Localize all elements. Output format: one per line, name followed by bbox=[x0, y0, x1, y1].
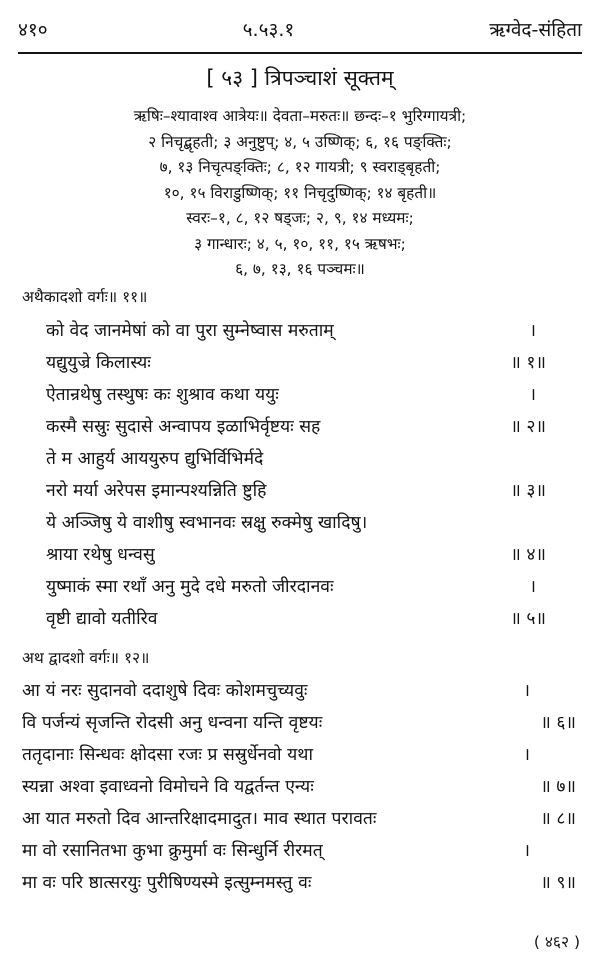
meta-line: ऋषिः–श्यावाश्व आत्रेयः॥ देवता–मरुतः॥ छन्दः–१ भुरिग्गायत्री; bbox=[133, 107, 467, 125]
header-rule bbox=[18, 52, 582, 54]
verse-line bbox=[22, 804, 376, 834]
verse-end-mark: ॥ ४॥ bbox=[510, 545, 546, 565]
meta-line: ६, ७, १३, १६ पञ्चमः॥ bbox=[235, 260, 365, 278]
verse-text: ये अञ्जिषु ये वाशीषु स्वभानवः स्रक्षु रुक्मेषु खादिषु। bbox=[46, 513, 368, 533]
varga-11-heading: अथैकादशो वर्गः॥ ११॥ bbox=[22, 288, 148, 306]
verse-line bbox=[22, 708, 322, 738]
verse-end-mark: ॥ ३॥ bbox=[510, 481, 546, 501]
verse-end-mark: । bbox=[523, 841, 530, 861]
verse-line bbox=[46, 412, 320, 442]
verse-text: ऐतान्रथेषु तस्थुषः कः शुश्राव कथा ययुः bbox=[46, 385, 279, 405]
varga-12-heading: अथ द्वादशो वर्गः॥ १२॥ bbox=[22, 649, 150, 667]
verse-text: आ यात मरुतो दिव आन्तरिक्षादमादुत। माव स्थात परावतः bbox=[22, 809, 377, 829]
verse-line bbox=[46, 316, 334, 346]
verse-text: आ यं नरः सुदानवो ददाशुषे दिवः कोशमचुच्यवुः bbox=[22, 681, 308, 701]
verse-text: ततृदानाः सिन्धवः क्षोदसा रजः प्र सस्रुर्धेनवो यथा bbox=[22, 745, 313, 765]
verse-text: नरो मर्या अरेपस इमान्पश्यन्निति ष्टुहि bbox=[46, 481, 267, 501]
verse-line bbox=[46, 572, 334, 602]
verse-line bbox=[22, 836, 323, 866]
verse-end-mark: ॥ ८॥ bbox=[540, 809, 576, 829]
sukta-title: [ ५३ ] त्रिपञ्चाशं सूक्तम् bbox=[206, 66, 394, 90]
verse-line bbox=[22, 772, 314, 802]
verse-end-mark: ॥ ७॥ bbox=[540, 777, 576, 797]
verse-text: मा वः परि ष्ठात्सरयुः पुरीषिण्यस्मे इत्सुम्नमस्तु वः bbox=[22, 873, 312, 893]
verse-end-mark: ॥ २॥ bbox=[510, 417, 546, 437]
sukta-metadata bbox=[20, 104, 580, 283]
verse-text: स्यन्ना अश्वा इवाध्वनो विमोचने वि यद्वर्तन्त एन्यः bbox=[22, 777, 314, 797]
verse-line bbox=[46, 540, 155, 570]
meta-line: ७, १३ निचृत्पङ्क्तिः; ८, १२ गायत्री; ९ स्वराड्बृहती; bbox=[159, 158, 441, 176]
verse-line bbox=[46, 476, 266, 506]
verse-text: श्राया रथेषु धन्वसु bbox=[46, 545, 155, 565]
verse-line bbox=[22, 868, 311, 898]
verse-line bbox=[46, 444, 263, 474]
page-header bbox=[18, 14, 582, 44]
verse-text: वि पर्जन्यं सृजन्ति रोदसी अनु धन्वना यन्ति वृष्टयः bbox=[22, 713, 323, 733]
verse-end-mark: ॥ १॥ bbox=[510, 353, 546, 373]
verse-line bbox=[22, 740, 313, 770]
verse-end-mark: । bbox=[523, 745, 530, 765]
verse-end-mark: । bbox=[529, 385, 536, 405]
verse-text: कस्मै सस्रुः सुदासे अन्वापय इळाभिर्वृष्टयः सह bbox=[46, 417, 321, 437]
verse-end-mark: ॥ ९॥ bbox=[540, 873, 576, 893]
verse-line bbox=[46, 380, 279, 410]
verse-line bbox=[46, 508, 367, 538]
verse-text: यद्युयुज्रे किलास्यः bbox=[46, 353, 151, 373]
meta-line: १०, १५ विराडुष्णिक्; ११ निचृदुष्णिक्; १४ बृहती॥ bbox=[163, 183, 437, 202]
verse-line bbox=[46, 604, 158, 634]
verse-end-mark: । bbox=[523, 681, 530, 701]
verse-text: मा वो रसानितभा कुभा क्रुमुर्मा वः सिन्धुर्नि रीरमत् bbox=[22, 841, 323, 861]
verse-line bbox=[22, 676, 307, 706]
verse-text: युष्माकं स्मा रथाँ अनु मुदे दधे मरुतो जीरदानवः bbox=[46, 577, 334, 597]
footer-page-reference: ( ४६२ ) bbox=[533, 933, 580, 951]
verse-end-mark: ॥ ५॥ bbox=[510, 609, 546, 629]
book-title: ऋग्वेद-संहिता bbox=[489, 19, 582, 41]
verse-text: ते म आहुर्य आययुरुप द्युभिर्विभिर्मदे bbox=[46, 449, 264, 469]
verse-end-mark: । bbox=[529, 577, 536, 597]
verse-text: को वेद जानमेषां को वा पुरा सुम्नेष्वास मरुताम् bbox=[46, 321, 334, 341]
verse-end-mark: । bbox=[529, 321, 536, 341]
verse-text: वृष्टी द्यावो यतीरिव bbox=[46, 609, 158, 629]
meta-line: २ निचृद्बृहती; ३ अनुष्टुप्; ४, ५ उष्णिक्; ६, १६ पङ्क्तिः; bbox=[148, 132, 452, 151]
verse-line bbox=[46, 348, 151, 378]
page-number: ४१० bbox=[18, 19, 48, 41]
meta-line: स्वरः–१, ८, १२ षड्जः; २, ९, १४ मध्यमः; bbox=[186, 209, 414, 227]
verse-end-mark: ॥ ६॥ bbox=[540, 713, 576, 733]
verse-reference: ५.५३.१ bbox=[242, 19, 295, 41]
meta-line: ३ गान्धारः; ४, ५, १०, ११, १५ ऋषभः; bbox=[194, 234, 406, 253]
